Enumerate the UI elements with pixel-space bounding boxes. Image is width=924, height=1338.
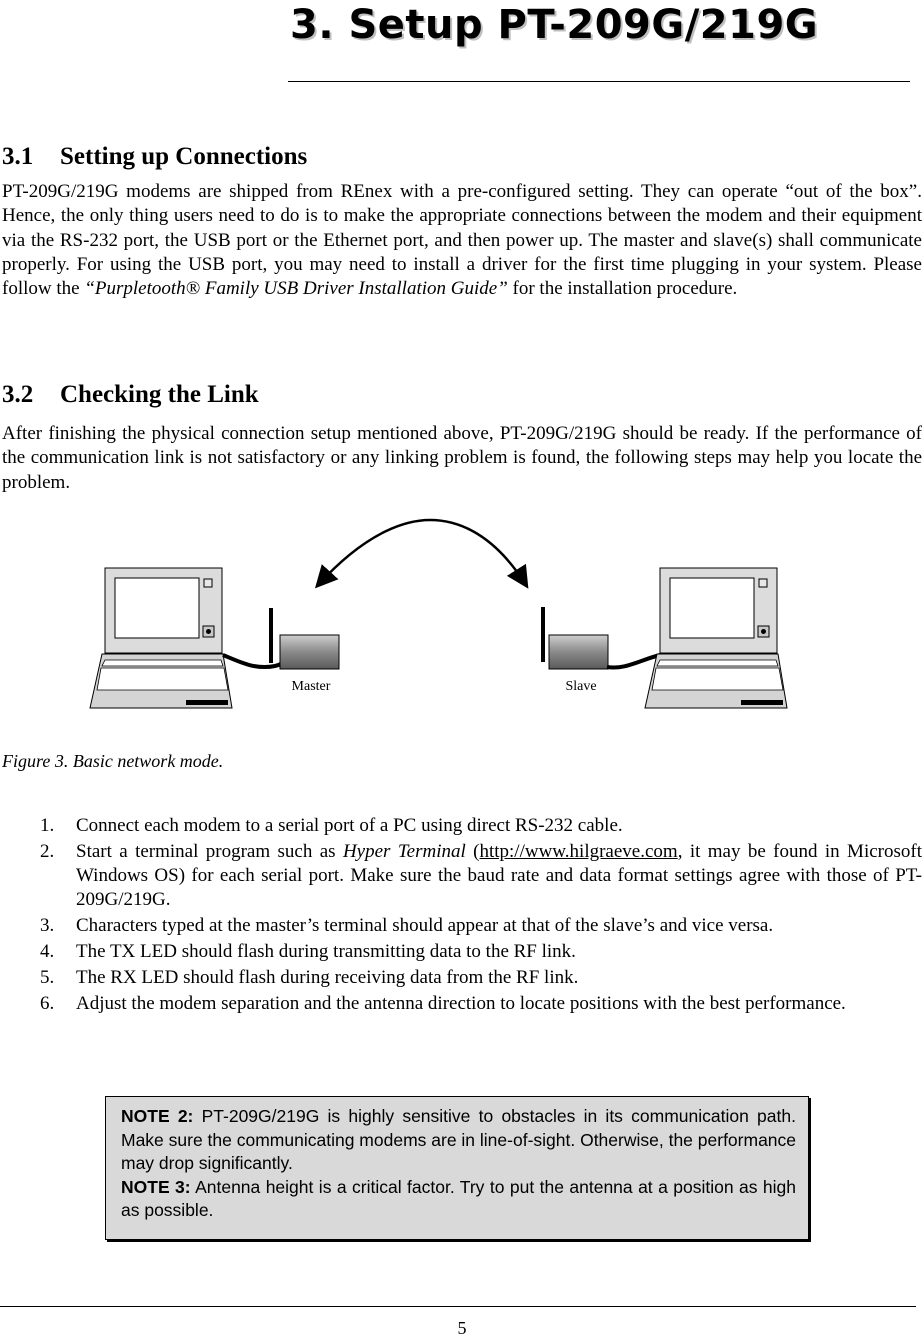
section-title: Setting up Connections xyxy=(60,143,308,170)
list-item xyxy=(0,966,922,990)
step-number: 4. xyxy=(40,940,55,962)
checking-link-paragraph: After finishing the physical connection setup mentioned above, PT-209G/219G should be ready. If the performance of the communication link is not satisfactory or any linking problem is found, the following steps may help you locate the problem. xyxy=(2,423,922,493)
list-item xyxy=(0,992,922,1016)
list-item xyxy=(0,840,922,913)
step-number: 5. xyxy=(40,966,55,988)
master-cable xyxy=(223,655,285,667)
note-text: PT-209G/219G is highly sensitive to obstacles in its communication path. Make sure the communicating modems are in line-of-sight. Otherwise, the performance may drop significantly. xyxy=(121,1106,797,1173)
section-number: 3.1 xyxy=(2,143,34,170)
note-3 xyxy=(121,1176,796,1223)
step-number: 6. xyxy=(40,992,55,1014)
master-label: Master xyxy=(291,679,331,694)
note-label: NOTE 3: xyxy=(121,1176,191,1197)
note-label: NOTE 2: xyxy=(121,1106,194,1126)
troubleshooting-steps xyxy=(0,814,922,1016)
list-item xyxy=(0,814,922,838)
master-laptop-icon xyxy=(90,568,232,708)
master-modem-icon xyxy=(269,608,339,669)
step-text: The TX LED should flash during transmitting data to the RF link. xyxy=(76,940,576,962)
hyper-terminal-name: Hyper Terminal xyxy=(342,840,466,862)
step-text: Adjust the modem separation and the antenna direction to locate positions with the best performance. xyxy=(76,992,846,1014)
section-title: Checking the Link xyxy=(60,381,259,408)
hilgraeve-link[interactable]: http://www.hilgraeve.com xyxy=(479,840,678,862)
step-text: The RX LED should flash during receiving data from the RF link. xyxy=(76,966,579,988)
step-text: Start a terminal program such as xyxy=(76,840,343,862)
paragraph-text: PT-209G/219G modems are shipped from REnex with a pre-configured setting. They can operate “out of the box”. Hence, the only thing users need to do is to make the appropriate connections between the modem and their equipment via the RS-232 port, the USB port or the Ethernet port, and then power up. The master and slave(s) shall communicate properly. For using the USB port, you may need to install a driver for the first time plugging in your system. Please follow the xyxy=(2,181,922,300)
page-number: 5 xyxy=(457,1318,467,1338)
footer-rule xyxy=(0,1306,916,1307)
section-heading-setting-up-connections xyxy=(2,142,307,172)
figure-caption: Figure 3. Basic network mode. xyxy=(2,751,224,771)
step-number: 2. xyxy=(40,840,55,862)
step-text: Connect each modem to a serial port of a PC using direct RS-232 cable. xyxy=(76,815,623,836)
list-item xyxy=(0,914,922,938)
step-number: 1. xyxy=(40,815,55,836)
chapter-title: 3. Setup PT-209G/219G xyxy=(290,2,819,48)
note-box xyxy=(105,1096,809,1240)
section-number: 3.2 xyxy=(2,381,34,408)
list-item xyxy=(0,940,922,964)
slave-modem-icon xyxy=(541,607,608,669)
note-2 xyxy=(121,1105,796,1176)
paragraph-tail: for the installation procedure. xyxy=(507,278,738,300)
step-text: Characters typed at the master’s terminal should appear at that of the slave’s and vice versa. xyxy=(76,915,774,937)
slave-laptop-icon xyxy=(645,568,787,708)
driver-guide-title: “Purpletooth® Family USB Driver Installation Guide” xyxy=(84,278,508,300)
step-text: , it may be found in Microsoft Windows OS) for each serial port. Make sure the baud rate and data format settings agree with those of PT-209G/219G. xyxy=(76,840,922,911)
note-text: Antenna height is a critical factor. Try to put the antenna at a position as high as possible. xyxy=(121,1176,796,1220)
radio-link-arrow xyxy=(318,520,526,585)
slave-cable xyxy=(607,655,660,668)
connections-paragraph xyxy=(2,180,922,301)
step-text: ( xyxy=(465,840,480,862)
step-number: 3. xyxy=(40,915,55,937)
section-heading-checking-the-link xyxy=(2,380,259,410)
slave-label: Slave xyxy=(565,679,597,694)
title-rule xyxy=(288,81,910,82)
network-mode-figure xyxy=(80,500,800,720)
